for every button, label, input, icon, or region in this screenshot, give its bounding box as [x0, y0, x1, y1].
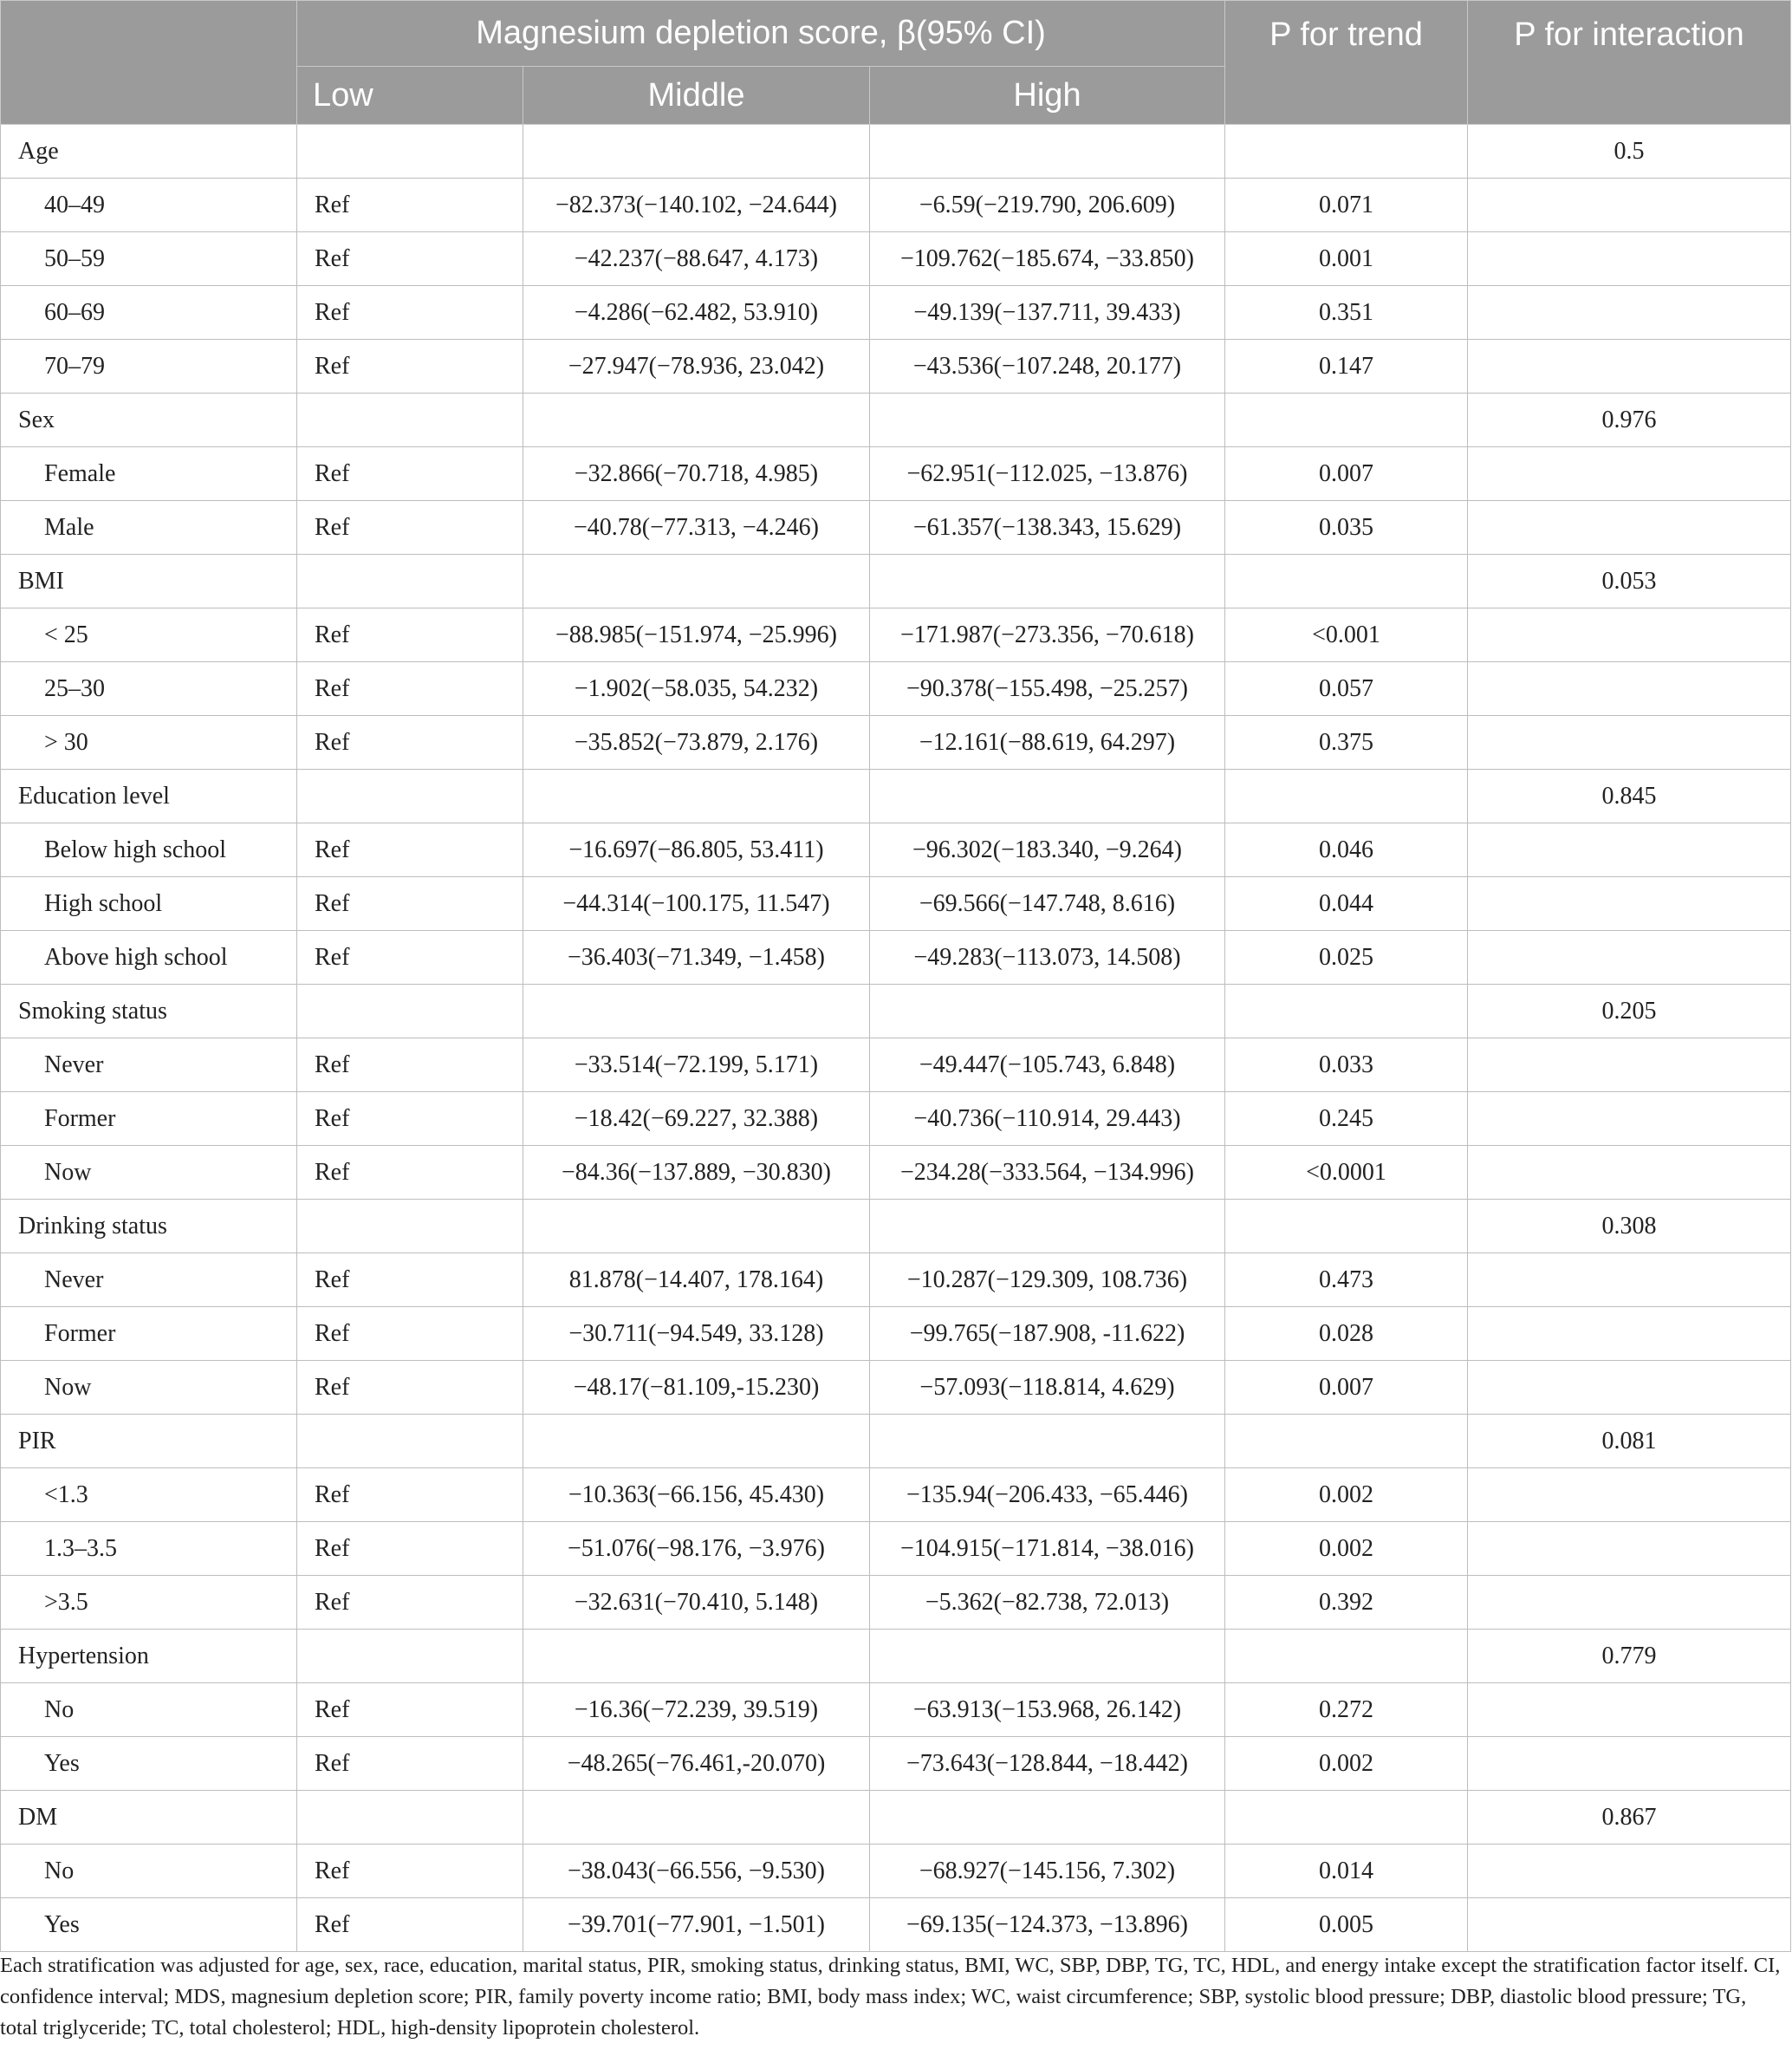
cell-low: Ref	[297, 1361, 523, 1415]
cell-p-interaction: 0.845	[1468, 770, 1791, 823]
table-body	[1, 125, 1791, 1952]
table-row	[1, 1576, 1791, 1630]
cell-p-interaction	[1468, 286, 1791, 340]
table-group-row	[1, 1630, 1791, 1683]
table-group-row	[1, 394, 1791, 447]
cell-low	[297, 555, 523, 608]
row-label: Never	[1, 1253, 297, 1307]
cell-middle: −40.78(−77.313, −4.246)	[523, 501, 870, 555]
cell-p-interaction: 0.205	[1468, 985, 1791, 1038]
cell-low: Ref	[297, 1038, 523, 1092]
cell-p-trend: 0.272	[1225, 1683, 1468, 1737]
table-footnote: Each stratification was adjusted for age, sex, race, education, marital status, PIR, smoking status, drinking status, BMI, WC, SBP, DBP, TG, TC, HDL, and energy intake except the stratification factor itself. CI, confidence interval; MDS, magnesium depletion score; PIR, family poverty income ratio; BMI, body mass index; WC, waist circumference; SBP, systolic blood pressure; DBP, diastolic blood pressure; TG, total triglyceride; TC, total cholesterol; HDL, high-density lipoprotein cholesterol.	[0, 1954, 1781, 2040]
row-label: 1.3–3.5	[1, 1522, 297, 1576]
cell-p-interaction	[1468, 1683, 1791, 1737]
header-high: High	[870, 67, 1225, 125]
row-label: >3.5	[1, 1576, 297, 1630]
cell-p-interaction	[1468, 1522, 1791, 1576]
cell-p-interaction	[1468, 608, 1791, 662]
cell-high: −62.951(−112.025, −13.876)	[870, 447, 1225, 501]
row-label: No	[1, 1683, 297, 1737]
cell-p-trend	[1225, 770, 1468, 823]
table-row	[1, 340, 1791, 394]
cell-low: Ref	[297, 1307, 523, 1361]
cell-p-interaction	[1468, 447, 1791, 501]
table-row	[1, 877, 1791, 931]
cell-p-trend: <0.001	[1225, 608, 1468, 662]
cell-low: Ref	[297, 1092, 523, 1146]
table-row	[1, 1522, 1791, 1576]
cell-p-trend: 0.007	[1225, 447, 1468, 501]
cell-low: Ref	[297, 1845, 523, 1898]
cell-p-interaction	[1468, 1361, 1791, 1415]
cell-high: −69.135(−124.373, −13.896)	[870, 1898, 1225, 1952]
cell-middle: −84.36(−137.889, −30.830)	[523, 1146, 870, 1200]
table-group-row	[1, 555, 1791, 608]
table-row	[1, 1737, 1791, 1791]
cell-high: −69.566(−147.748, 8.616)	[870, 877, 1225, 931]
header-middle: Middle	[523, 67, 870, 125]
cell-low: Ref	[297, 877, 523, 931]
cell-p-trend: 0.071	[1225, 179, 1468, 232]
cell-p-trend	[1225, 125, 1468, 179]
cell-low	[297, 985, 523, 1038]
cell-p-interaction: 0.081	[1468, 1415, 1791, 1468]
cell-high: −99.765(−187.908, -11.622)	[870, 1307, 1225, 1361]
row-label: Now	[1, 1361, 297, 1415]
cell-p-trend: 0.028	[1225, 1307, 1468, 1361]
cell-low: Ref	[297, 1522, 523, 1576]
cell-p-trend: 0.351	[1225, 286, 1468, 340]
cell-low: Ref	[297, 608, 523, 662]
cell-high: −90.378(−155.498, −25.257)	[870, 662, 1225, 716]
table-group-row	[1, 1791, 1791, 1845]
cell-middle: −1.902(−58.035, 54.232)	[523, 662, 870, 716]
cell-low	[297, 1415, 523, 1468]
cell-middle: −32.866(−70.718, 4.985)	[523, 447, 870, 501]
row-label: > 30	[1, 716, 297, 770]
cell-low: Ref	[297, 1146, 523, 1200]
cell-p-interaction	[1468, 1468, 1791, 1522]
table-header	[1, 1, 1791, 125]
cell-p-trend: 0.392	[1225, 1576, 1468, 1630]
cell-high: −6.59(−219.790, 206.609)	[870, 179, 1225, 232]
cell-high	[870, 985, 1225, 1038]
cell-p-interaction	[1468, 716, 1791, 770]
cell-p-trend: 0.245	[1225, 1092, 1468, 1146]
cell-high: −234.28(−333.564, −134.996)	[870, 1146, 1225, 1200]
cell-low: Ref	[297, 232, 523, 286]
cell-high: −171.987(−273.356, −70.618)	[870, 608, 1225, 662]
cell-p-interaction	[1468, 1307, 1791, 1361]
row-label: High school	[1, 877, 297, 931]
row-label: Age	[1, 125, 297, 179]
table-row	[1, 1038, 1791, 1092]
cell-p-interaction	[1468, 1898, 1791, 1952]
cell-low: Ref	[297, 447, 523, 501]
cell-low	[297, 1630, 523, 1683]
table-row	[1, 1146, 1791, 1200]
cell-low: Ref	[297, 1737, 523, 1791]
table-row	[1, 179, 1791, 232]
cell-p-trend	[1225, 394, 1468, 447]
table-row	[1, 931, 1791, 985]
cell-p-trend: 0.035	[1225, 501, 1468, 555]
cell-middle: −4.286(−62.482, 53.910)	[523, 286, 870, 340]
cell-middle: 81.878(−14.407, 178.164)	[523, 1253, 870, 1307]
cell-low	[297, 770, 523, 823]
cell-high	[870, 1630, 1225, 1683]
row-label: No	[1, 1845, 297, 1898]
cell-middle: −44.314(−100.175, 11.547)	[523, 877, 870, 931]
row-label: Female	[1, 447, 297, 501]
cell-high: −135.94(−206.433, −65.446)	[870, 1468, 1225, 1522]
cell-high	[870, 555, 1225, 608]
cell-high: −73.643(−128.844, −18.442)	[870, 1737, 1225, 1791]
cell-high: −12.161(−88.619, 64.297)	[870, 716, 1225, 770]
row-label: Yes	[1, 1898, 297, 1952]
cell-p-interaction	[1468, 179, 1791, 232]
cell-middle: −33.514(−72.199, 5.171)	[523, 1038, 870, 1092]
cell-high: −104.915(−171.814, −38.016)	[870, 1522, 1225, 1576]
header-p-trend: P for trend	[1225, 1, 1468, 125]
row-label: Former	[1, 1092, 297, 1146]
cell-p-interaction: 0.5	[1468, 125, 1791, 179]
cell-p-trend: 0.002	[1225, 1522, 1468, 1576]
cell-p-trend: 0.025	[1225, 931, 1468, 985]
cell-p-interaction	[1468, 823, 1791, 877]
cell-high	[870, 125, 1225, 179]
cell-low: Ref	[297, 716, 523, 770]
cell-p-trend	[1225, 1415, 1468, 1468]
table-group-row	[1, 1200, 1791, 1253]
cell-high: −61.357(−138.343, 15.629)	[870, 501, 1225, 555]
row-label: < 25	[1, 608, 297, 662]
cell-low: Ref	[297, 931, 523, 985]
cell-middle: −88.985(−151.974, −25.996)	[523, 608, 870, 662]
cell-p-interaction: 0.779	[1468, 1630, 1791, 1683]
cell-p-interaction	[1468, 1038, 1791, 1092]
cell-high: −10.287(−129.309, 108.736)	[870, 1253, 1225, 1307]
cell-middle: −48.265(−76.461,-20.070)	[523, 1737, 870, 1791]
cell-p-interaction	[1468, 1253, 1791, 1307]
cell-middle: −10.363(−66.156, 45.430)	[523, 1468, 870, 1522]
row-label: <1.3	[1, 1468, 297, 1522]
cell-p-trend	[1225, 1200, 1468, 1253]
cell-p-trend: 0.014	[1225, 1845, 1468, 1898]
cell-middle: −16.697(−86.805, 53.411)	[523, 823, 870, 877]
cell-p-trend: 0.002	[1225, 1737, 1468, 1791]
cell-middle: −36.403(−71.349, −1.458)	[523, 931, 870, 985]
cell-p-trend	[1225, 1791, 1468, 1845]
cell-middle: −82.373(−140.102, −24.644)	[523, 179, 870, 232]
cell-p-interaction	[1468, 1845, 1791, 1898]
table-row	[1, 1845, 1791, 1898]
cell-high: −109.762(−185.674, −33.850)	[870, 232, 1225, 286]
cell-low	[297, 1791, 523, 1845]
cell-low: Ref	[297, 1253, 523, 1307]
cell-middle: −39.701(−77.901, −1.501)	[523, 1898, 870, 1952]
cell-p-interaction	[1468, 340, 1791, 394]
cell-p-interaction	[1468, 501, 1791, 555]
cell-low: Ref	[297, 340, 523, 394]
cell-middle	[523, 125, 870, 179]
table-row	[1, 1307, 1791, 1361]
row-label: 70–79	[1, 340, 297, 394]
cell-low: Ref	[297, 501, 523, 555]
cell-p-interaction	[1468, 1092, 1791, 1146]
row-label: 60–69	[1, 286, 297, 340]
row-label: 50–59	[1, 232, 297, 286]
cell-middle	[523, 1415, 870, 1468]
cell-high	[870, 1415, 1225, 1468]
cell-low	[297, 125, 523, 179]
cell-p-interaction: 0.308	[1468, 1200, 1791, 1253]
table-row	[1, 716, 1791, 770]
cell-low: Ref	[297, 286, 523, 340]
cell-low: Ref	[297, 179, 523, 232]
cell-p-trend: 0.007	[1225, 1361, 1468, 1415]
table-group-row	[1, 770, 1791, 823]
header-group-title: Magnesium depletion score, β(95% CI)	[297, 1, 1225, 67]
table-row	[1, 823, 1791, 877]
cell-p-interaction	[1468, 931, 1791, 985]
table-group-row	[1, 125, 1791, 179]
table-row	[1, 501, 1791, 555]
row-label: DM	[1, 1791, 297, 1845]
cell-p-trend: 0.005	[1225, 1898, 1468, 1952]
cell-p-trend: 0.044	[1225, 877, 1468, 931]
row-label: BMI	[1, 555, 297, 608]
cell-low	[297, 1200, 523, 1253]
cell-low: Ref	[297, 1683, 523, 1737]
row-label: Below high school	[1, 823, 297, 877]
cell-p-trend: 0.473	[1225, 1253, 1468, 1307]
table-row	[1, 232, 1791, 286]
cell-middle: −42.237(−88.647, 4.173)	[523, 232, 870, 286]
cell-low: Ref	[297, 662, 523, 716]
row-label: Smoking status	[1, 985, 297, 1038]
cell-low: Ref	[297, 823, 523, 877]
cell-middle	[523, 1200, 870, 1253]
cell-high: −40.736(−110.914, 29.443)	[870, 1092, 1225, 1146]
cell-middle	[523, 555, 870, 608]
cell-p-trend: 0.046	[1225, 823, 1468, 877]
cell-middle: −27.947(−78.936, 23.042)	[523, 340, 870, 394]
row-label: Male	[1, 501, 297, 555]
cell-middle: −48.17(−81.109,-15.230)	[523, 1361, 870, 1415]
cell-p-trend: 0.002	[1225, 1468, 1468, 1522]
cell-high	[870, 394, 1225, 447]
header-low: Low	[297, 67, 523, 125]
cell-low	[297, 394, 523, 447]
cell-p-interaction	[1468, 877, 1791, 931]
table-row	[1, 1683, 1791, 1737]
cell-high: −68.927(−145.156, 7.302)	[870, 1845, 1225, 1898]
cell-high	[870, 1200, 1225, 1253]
cell-middle: −32.631(−70.410, 5.148)	[523, 1576, 870, 1630]
cell-p-trend: 0.001	[1225, 232, 1468, 286]
cell-high: −49.139(−137.711, 39.433)	[870, 286, 1225, 340]
cell-middle: −30.711(−94.549, 33.128)	[523, 1307, 870, 1361]
cell-middle: −38.043(−66.556, −9.530)	[523, 1845, 870, 1898]
cell-middle	[523, 1630, 870, 1683]
row-label: Yes	[1, 1737, 297, 1791]
table-row	[1, 1092, 1791, 1146]
table-row	[1, 608, 1791, 662]
row-label: PIR	[1, 1415, 297, 1468]
cell-p-trend	[1225, 555, 1468, 608]
table-row	[1, 1468, 1791, 1522]
row-label: Drinking status	[1, 1200, 297, 1253]
table-group-row	[1, 985, 1791, 1038]
cell-p-trend: 0.375	[1225, 716, 1468, 770]
cell-middle: −51.076(−98.176, −3.976)	[523, 1522, 870, 1576]
cell-p-interaction	[1468, 1576, 1791, 1630]
row-label: Never	[1, 1038, 297, 1092]
table-row	[1, 662, 1791, 716]
cell-high	[870, 770, 1225, 823]
cell-p-trend: 0.033	[1225, 1038, 1468, 1092]
cell-p-interaction: 0.867	[1468, 1791, 1791, 1845]
cell-p-interaction: 0.976	[1468, 394, 1791, 447]
cell-high	[870, 1791, 1225, 1845]
cell-p-interaction	[1468, 1146, 1791, 1200]
row-label: Now	[1, 1146, 297, 1200]
header-p-interaction: P for interaction	[1468, 1, 1791, 125]
cell-middle	[523, 985, 870, 1038]
table-row	[1, 1898, 1791, 1952]
cell-high: −49.283(−113.073, 14.508)	[870, 931, 1225, 985]
table-group-row	[1, 1415, 1791, 1468]
row-label: Education level	[1, 770, 297, 823]
cell-high: −63.913(−153.968, 26.142)	[870, 1683, 1225, 1737]
cell-p-trend: 0.147	[1225, 340, 1468, 394]
cell-p-interaction	[1468, 232, 1791, 286]
cell-middle	[523, 394, 870, 447]
cell-low: Ref	[297, 1576, 523, 1630]
table-row	[1, 1253, 1791, 1307]
row-label: Hypertension	[1, 1630, 297, 1683]
cell-low: Ref	[297, 1898, 523, 1952]
cell-middle: −16.36(−72.239, 39.519)	[523, 1683, 870, 1737]
row-label: 40–49	[1, 179, 297, 232]
row-label: Sex	[1, 394, 297, 447]
cell-high: −49.447(−105.743, 6.848)	[870, 1038, 1225, 1092]
row-label: Above high school	[1, 931, 297, 985]
cell-p-trend: <0.0001	[1225, 1146, 1468, 1200]
cell-middle: −35.852(−73.879, 2.176)	[523, 716, 870, 770]
table-row	[1, 286, 1791, 340]
cell-high: −43.536(−107.248, 20.177)	[870, 340, 1225, 394]
cell-high: −57.093(−118.814, 4.629)	[870, 1361, 1225, 1415]
cell-p-interaction	[1468, 662, 1791, 716]
cell-middle	[523, 1791, 870, 1845]
cell-p-interaction: 0.053	[1468, 555, 1791, 608]
cell-middle	[523, 770, 870, 823]
cell-high: −5.362(−82.738, 72.013)	[870, 1576, 1225, 1630]
cell-high: −96.302(−183.340, −9.264)	[870, 823, 1225, 877]
cell-low: Ref	[297, 1468, 523, 1522]
header-empty-cell	[1, 1, 297, 125]
table-row	[1, 1361, 1791, 1415]
table-row	[1, 447, 1791, 501]
cell-p-interaction	[1468, 1737, 1791, 1791]
cell-p-trend	[1225, 1630, 1468, 1683]
cell-p-trend	[1225, 985, 1468, 1038]
row-label: Former	[1, 1307, 297, 1361]
cell-middle: −18.42(−69.227, 32.388)	[523, 1092, 870, 1146]
row-label: 25–30	[1, 662, 297, 716]
cell-p-trend: 0.057	[1225, 662, 1468, 716]
